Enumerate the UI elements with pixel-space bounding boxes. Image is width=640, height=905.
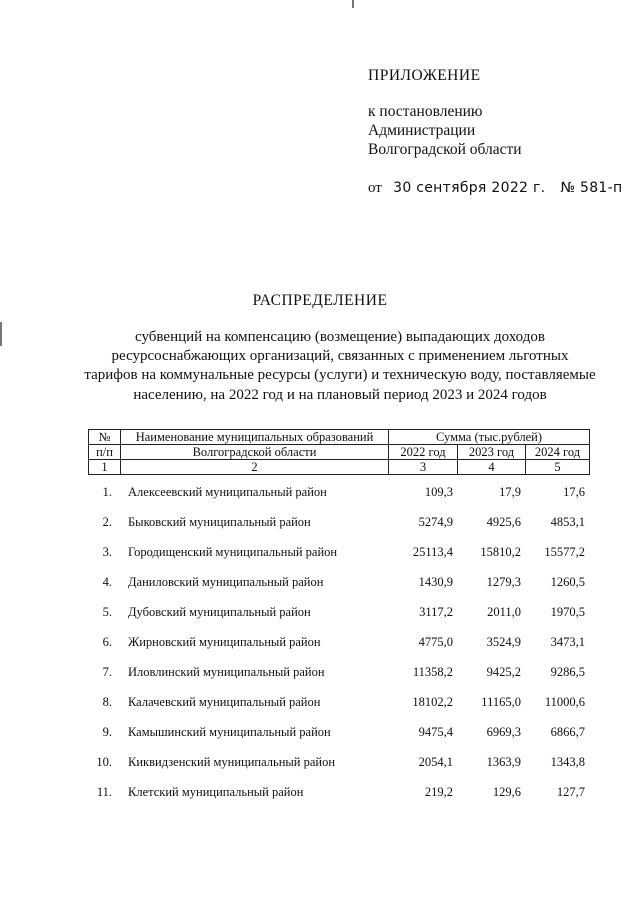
- row-number: 3.: [102, 544, 112, 559]
- value-2022: 18102,2: [412, 694, 453, 709]
- value-2022: 9475,4: [418, 724, 453, 739]
- header-num-cell-2: п/п: [89, 445, 121, 460]
- value-2023: 15810,2: [480, 544, 521, 559]
- row-number: 11.: [96, 784, 112, 799]
- value-2023: 129,6: [492, 784, 521, 799]
- value-2023: 11165,0: [481, 694, 521, 709]
- value-2023: 9425,2: [486, 664, 521, 679]
- header-year-2023: 2023 год: [458, 445, 526, 460]
- table-row: [88, 687, 589, 717]
- header-year-2024: 2024 год: [526, 445, 590, 460]
- value-2022: 1430,9: [418, 574, 453, 589]
- appendix-line: Администрации: [368, 122, 476, 139]
- data-table: [88, 477, 589, 807]
- subtitle-line: субвенций на компенсацию (возмещение) выпадающих доходов: [135, 329, 545, 345]
- value-2024: 9286,5: [550, 664, 585, 679]
- table-row: [88, 657, 589, 687]
- resolution-number: № 581-п: [560, 180, 623, 196]
- municipality-name: Иловлинский муниципальный район: [128, 664, 325, 679]
- document-title: РАСПРЕДЕЛЕНИЕ: [252, 292, 388, 309]
- value-2024: 4853,1: [550, 514, 585, 529]
- municipality-name: Камышинский муниципальный район: [128, 724, 331, 739]
- value-2022: 11358,2: [412, 664, 453, 679]
- municipality-name: Быковский муниципальный район: [128, 514, 311, 529]
- value-2024: 6866,7: [550, 724, 585, 739]
- value-2023: 1279,3: [486, 574, 521, 589]
- row-number: 5.: [102, 604, 112, 619]
- municipality-name: Дубовский муниципальный район: [128, 604, 311, 619]
- appendix-line: Волгоградской области: [368, 141, 522, 158]
- value-2023: 2011,0: [487, 604, 521, 619]
- municipality-name: Клетский муниципальный район: [128, 784, 304, 799]
- table-row: [88, 567, 589, 597]
- scan-artifact-left: [0, 322, 2, 346]
- row-number: 9.: [102, 724, 112, 739]
- header-name-line1: Наименование муниципальных образований: [135, 430, 374, 444]
- value-2022: 25113,4: [412, 544, 453, 559]
- value-2024: 15577,2: [544, 544, 585, 559]
- table-header: [88, 429, 590, 475]
- table-row: [88, 627, 589, 657]
- col-number: 3: [389, 460, 458, 475]
- appendix-line: к постановлению: [368, 103, 483, 120]
- header-name-cell-2: Волгоградской области: [121, 445, 389, 460]
- resolution-date: 30 сентября 2022 г.: [393, 180, 546, 196]
- value-2022: 109,3: [424, 484, 453, 499]
- row-number: 2.: [102, 514, 112, 529]
- municipality-name: Городищенский муниципальный район: [128, 544, 338, 559]
- value-2022: 4775,0: [418, 634, 453, 649]
- table-row: [88, 507, 589, 537]
- value-2022: 2054,1: [418, 754, 453, 769]
- table-row: [88, 477, 589, 507]
- value-2022: 5274,9: [418, 514, 453, 529]
- row-number: 1.: [102, 484, 112, 499]
- value-2022: 219,2: [424, 784, 453, 799]
- col-number: 2: [121, 460, 389, 475]
- municipality-name: Киквидзенский муниципальный район: [128, 754, 336, 769]
- scan-artifact-top: [352, 0, 354, 8]
- value-2023: 4925,6: [486, 514, 521, 529]
- value-2022: 3117,2: [419, 604, 453, 619]
- header-num-line1: №: [98, 430, 111, 444]
- value-2023: 1363,9: [486, 754, 521, 769]
- subtitle-line: населению, на 2022 год и на плановый период 2023 и 2024 годов: [133, 386, 547, 403]
- municipality-name: Даниловский муниципальный район: [128, 574, 324, 589]
- row-number: 7.: [102, 664, 112, 679]
- header-year-2022: 2022 год: [389, 445, 458, 460]
- value-2024: 1260,5: [550, 574, 585, 589]
- col-number: 4: [458, 460, 526, 475]
- table-row: [88, 717, 589, 747]
- col-number: 5: [526, 460, 590, 475]
- header-num-cell: [89, 430, 121, 445]
- value-2023: 17,9: [499, 484, 521, 499]
- header-sum-cell: Сумма (тыс.рублей): [389, 430, 590, 445]
- municipality-name: Жирновский муниципальный район: [128, 634, 321, 649]
- table-row: [88, 747, 589, 777]
- value-2024: 11000,6: [544, 694, 585, 709]
- value-2024: 3473,1: [550, 634, 585, 649]
- row-number: 4.: [102, 574, 112, 589]
- row-number: 10.: [96, 754, 112, 769]
- value-2023: 6969,3: [486, 724, 521, 739]
- appendix-date-line: [368, 179, 622, 198]
- document-subtitle: [60, 328, 620, 405]
- col-number: 1: [89, 460, 121, 475]
- subtitle-line: тарифов на коммунальные ресурсы (услуги) и техническую воду, поставляемые: [84, 367, 596, 384]
- table-row: [88, 537, 589, 567]
- value-2024: 1343,8: [550, 754, 585, 769]
- appendix-title: ПРИЛОЖЕНИЕ: [368, 67, 481, 84]
- subtitle-line: ресурсоснабжающих организаций, связанных с применением льготных: [111, 348, 569, 365]
- municipality-name: Алексеевский муниципальный район: [128, 484, 327, 499]
- data-table-body: [88, 477, 589, 807]
- value-2024: 1970,5: [550, 604, 585, 619]
- row-number: 8.: [102, 694, 112, 709]
- value-2023: 3524,9: [486, 634, 521, 649]
- value-2024: 17,6: [563, 484, 585, 499]
- date-prefix: от: [368, 180, 382, 196]
- header-name-cell: [121, 430, 389, 445]
- table-row: [88, 777, 589, 807]
- municipality-name: Калачевский муниципальный район: [128, 694, 321, 709]
- appendix-block: [368, 66, 622, 198]
- row-number: 6.: [102, 634, 112, 649]
- table-row: [88, 597, 589, 627]
- value-2024: 127,7: [556, 784, 585, 799]
